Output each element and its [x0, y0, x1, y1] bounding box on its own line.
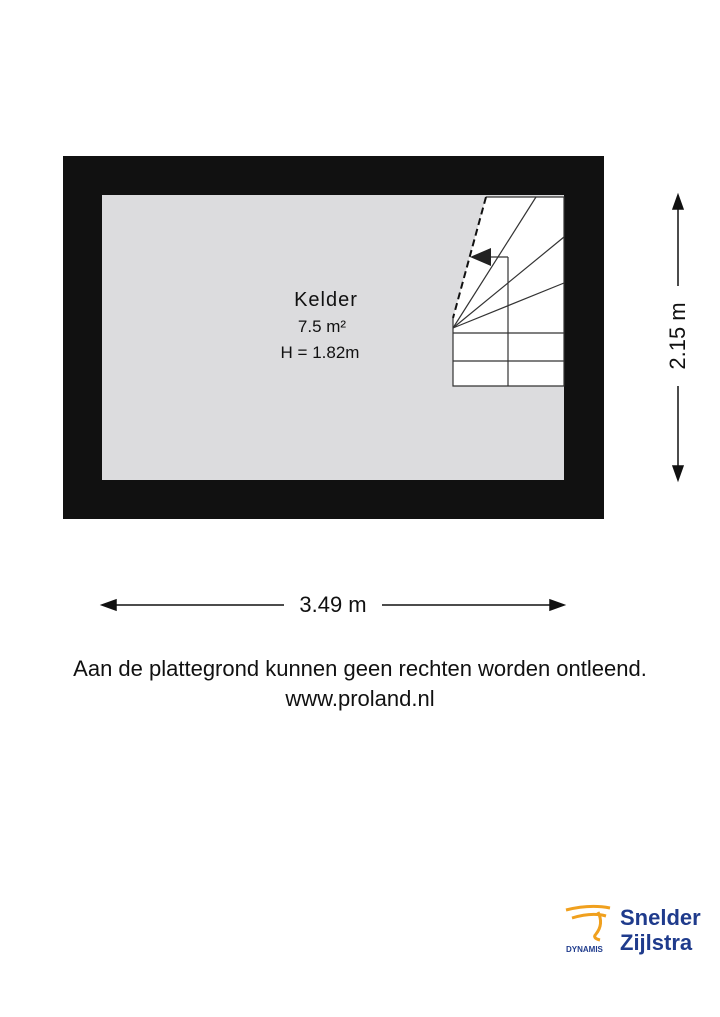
logo-brand	[620, 905, 701, 955]
room-height: H = 1.82m	[280, 343, 360, 362]
logo-sub: DYNAMIS	[566, 945, 603, 954]
room-area: 7.5 m²	[297, 317, 347, 336]
logo-swoosh-icon	[566, 906, 610, 940]
website-link[interactable]: www.proland.nl	[285, 686, 435, 711]
room-name: Kelder	[294, 289, 358, 311]
width-label: 3.49 m	[299, 592, 367, 617]
logo-line2: Zijlstra	[620, 930, 693, 955]
disclaimer: Aan de plattegrond kunnen geen rechten worden ontleend.	[73, 656, 647, 681]
logo-line1: Snelder	[620, 905, 701, 930]
depth-label: 2.15 m	[665, 302, 690, 370]
